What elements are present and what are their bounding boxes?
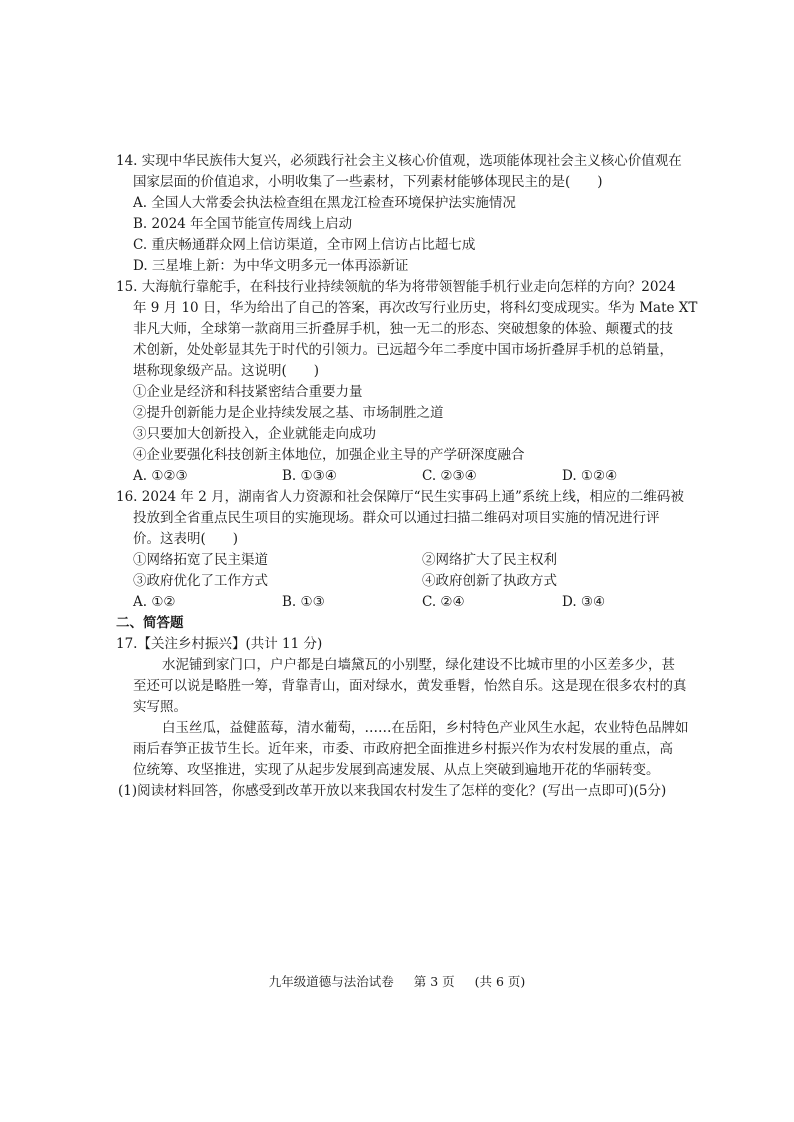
q17-material2-line3: 位统筹、攻坚推进，实现了从起步发展到高速发展、从点上突破到遍地开花的华丽转变。 [133, 762, 660, 778]
q17-material1-line1: 水泥铺到家门口，户户都是白墙黛瓦的小别墅，绿化建设不比城市里的小区差多少，甚 [162, 657, 675, 673]
q16-stem-line1: 16. 2024 年 2 月，湖南省人力资源和社会保障厅“民生实事码上通”系统上线，相应的二维码被 [116, 489, 684, 505]
footer-exam-title: 九年级道德与法治试卷 [268, 974, 394, 989]
q17-material1-line3: 实写照。 [133, 699, 187, 715]
q16-statement-2: ②网络扩大了民主权利 [422, 552, 557, 568]
q14-stem-line1: 14. 实现中华民族伟大复兴，必须践行社会主义核心价值观，选项能体现社会主义核心价值观在 [116, 153, 682, 169]
q15-stem-line5: 堪称现象级产品。这说明( ) [133, 363, 320, 379]
q14-option-c: C. 重庆畅通群众网上信访渠道，全市网上信访占比超七成 [133, 237, 476, 253]
q15-statement-3: ③只要加大创新投入，企业就能走向成功 [133, 426, 376, 442]
q15-option-a: A. ①②③ [133, 468, 188, 484]
q17-subquestion-1: (1)阅读材料回答，你感受到改革开放以来我国农村发生了怎样的变化？(写出一点即可)(5分) [118, 783, 667, 799]
page-footer [0, 972, 794, 990]
section-heading: 二、简答题 [116, 615, 184, 631]
q15-option-b: B. ①③④ [282, 468, 337, 484]
q16-statement-4: ④政府创新了执政方式 [422, 573, 557, 589]
q16-stem-line3: 价。这表明( ) [133, 531, 239, 547]
q15-option-d: D. ①②④ [562, 468, 618, 484]
q15-stem-line3: 非凡大师，全球第一款商用三折叠屏手机，独一无二的形态、突破想象的体验、颠覆式的技 [133, 321, 673, 337]
q16-stem-line2: 投放到全省重点民生项目的实施现场。群众可以通过扫描二维码对项目实施的情况进行评 [133, 510, 660, 526]
q17-material2-line2: 雨后春笋正拔节生长。近年来，市委、市政府把全面推进乡村振兴作为农村发展的重点，高 [133, 741, 673, 757]
q15-stem-line2: 年 9 月 10 日，华为给出了自己的答案，再次改写行业历史，将科幻变成现实。华为 Mate XT [133, 300, 698, 316]
q15-option-c: C. ②③④ [422, 468, 477, 484]
q15-statement-1: ①企业是经济和科技紧密结合重要力量 [133, 384, 363, 400]
q17-material1-line2: 至还可以说是略胜一筹，背靠青山，面对绿水，黄发垂髫，怡然自乐。这是现在很多农村的真 [133, 678, 687, 694]
q17-material2-line1: 白玉丝瓜，益健蓝莓，清水葡萄，……在岳阳，乡村特色产业风生水起，农业特色品牌如 [162, 720, 689, 736]
q17-title: 17.【关注乡村振兴】(共计 11 分) [116, 636, 323, 652]
q14-stem-line2: 国家层面的价值追求，小明收集了一些素材，下列素材能够体现民主的是( ) [133, 174, 603, 190]
footer-page-number: 第 3 页 [413, 974, 455, 989]
q15-stem-line4: 术创新，处处彰显其先于时代的引领力。已远超今年二季度中国市场折叠屏手机的总销量， [133, 342, 673, 358]
q16-statement-3: ③政府优化了工作方式 [133, 573, 268, 589]
q15-statement-4: ④企业要强化科技创新主体地位，加强企业主导的产学研深度融合 [133, 447, 525, 463]
q15-stem-line1: 15. 大海航行靠舵手，在科技行业持续领航的华为将带领智能手机行业走向怎样的方向？2024 [116, 279, 676, 295]
q15-statement-2: ②提升创新能力是企业持续发展之基、市场制胜之道 [133, 405, 444, 421]
q14-option-d: D. 三星堆上新：为中华文明多元一体再添新证 [133, 258, 409, 274]
q16-option-b: B. ①③ [282, 594, 325, 610]
q14-option-b: B. 2024 年全国节能宣传周线上启动 [133, 216, 353, 232]
q16-option-a: A. ①② [133, 594, 176, 610]
footer-total-pages: (共 6 页) [474, 974, 526, 989]
q14-option-a: A. 全国人大常委会执法检查组在黑龙江检查环境保护法实施情况 [133, 195, 516, 211]
q16-statement-1: ①网络拓宽了民主渠道 [133, 552, 268, 568]
q16-option-d: D. ③④ [562, 594, 606, 610]
q16-option-c: C. ②④ [422, 594, 465, 610]
